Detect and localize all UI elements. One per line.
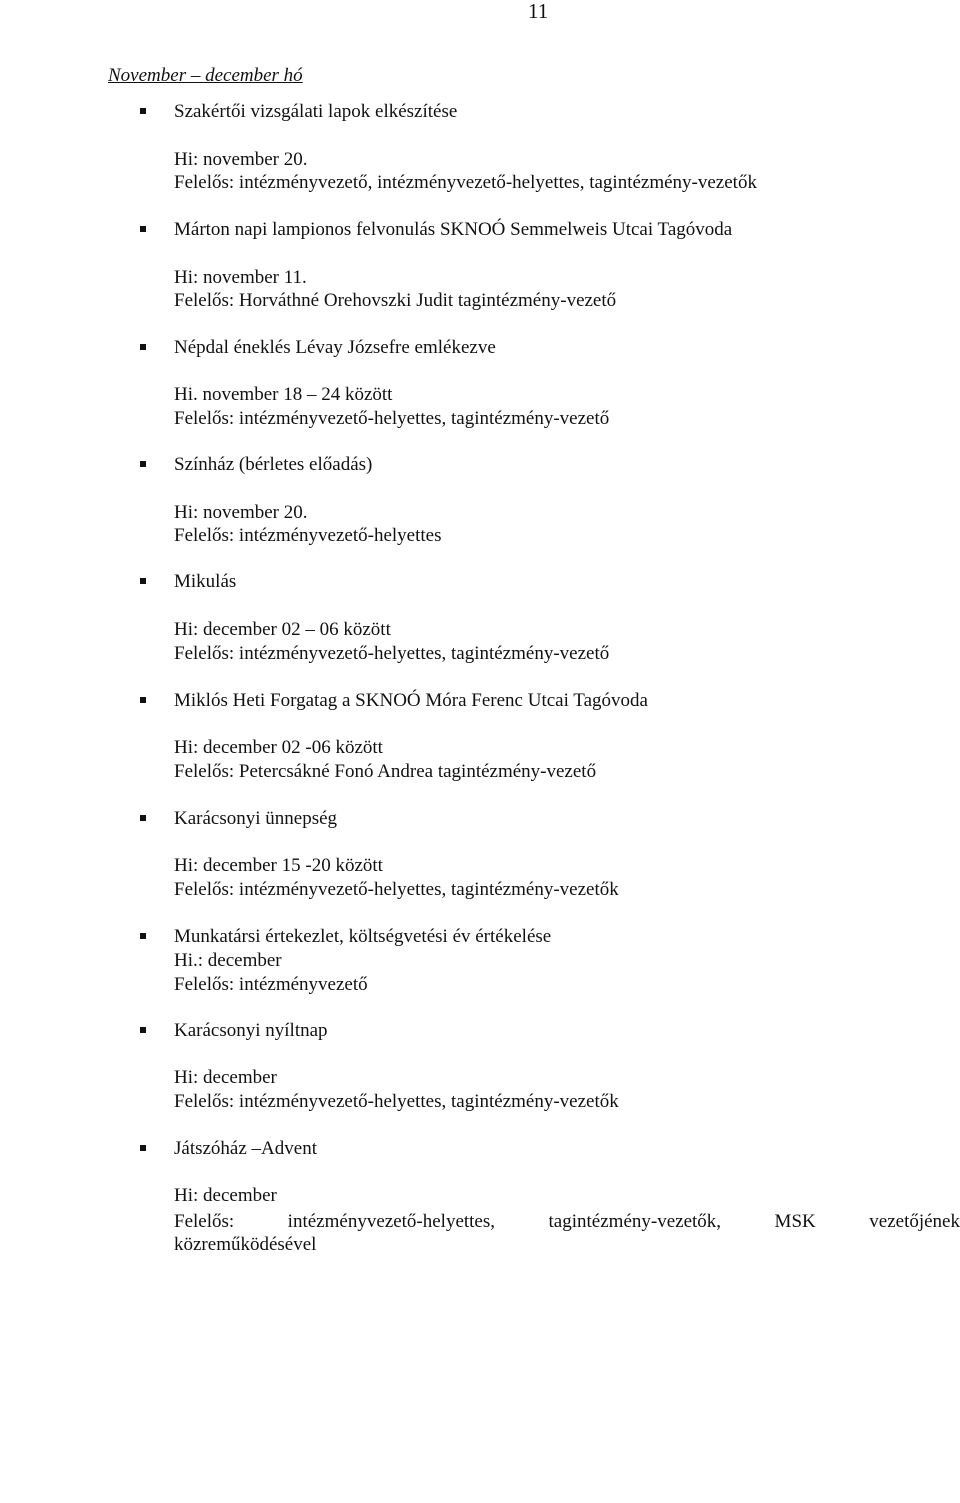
item-hi: Hi: november 11. bbox=[174, 267, 307, 288]
bullet-icon bbox=[140, 226, 146, 232]
item-hi: Hi: december 15 -20 között bbox=[174, 855, 383, 876]
bullet-icon bbox=[140, 815, 146, 821]
item-felelos: Felelős: intézményvezető-helyettes, tagintézmény-vezetők bbox=[174, 879, 619, 900]
item-title: Márton napi lampionos felvonulás SKNOÓ Semmelweis Utcai Tagóvoda bbox=[174, 219, 733, 240]
item-felelos: Felelős: Petercsákné Fonó Andrea tagintézmény-vezető bbox=[174, 761, 597, 782]
bullet-icon bbox=[140, 344, 146, 350]
item-title: Játszóház –Advent bbox=[174, 1138, 317, 1159]
bullet-icon bbox=[140, 933, 146, 939]
item-hi: Hi. november 18 – 24 között bbox=[174, 384, 393, 405]
item-hi: Hi: december 02 – 06 között bbox=[174, 619, 391, 640]
item-title: Népdal éneklés Lévay Józsefre emlékezve bbox=[174, 337, 496, 358]
item-title: Munkatársi értekezlet, költségvetési év értékelése bbox=[174, 926, 552, 947]
item-felelos: Felelős: intézményvezető-helyettes, tagintézmény-vezető bbox=[174, 643, 610, 664]
item-hi: Hi: december bbox=[174, 1185, 277, 1206]
item-hi: Hi: december bbox=[174, 1067, 277, 1088]
bullet-icon bbox=[140, 697, 146, 703]
bullet-icon bbox=[140, 461, 146, 467]
item-title: Karácsonyi ünnepség bbox=[174, 808, 338, 829]
section-heading: November – december hó bbox=[108, 65, 303, 86]
item-felelos: Felelős: intézményvezető bbox=[174, 974, 368, 995]
bullet-icon bbox=[140, 1145, 146, 1151]
item-felelos: Felelős: intézményvezető-helyettes, tagintézmény-vezetők bbox=[174, 1091, 619, 1112]
item-title: Miklós Heti Forgatag a SKNOÓ Móra Ferenc Utcai Tagóvoda bbox=[174, 690, 648, 711]
item-felelos: Felelős: intézményvezető-helyettes, tagintézmény-vezetők, MSK vezetőjének bbox=[174, 1211, 960, 1232]
item-felelos: Felelős: intézményvezető, intézményvezető-helyettes, tagintézmény-vezetők bbox=[174, 172, 757, 193]
item-title: Mikulás bbox=[174, 571, 237, 592]
item-title: Szakértői vizsgálati lapok elkészítése bbox=[174, 101, 458, 122]
item-hi: Hi: november 20. bbox=[174, 149, 308, 170]
bullet-icon bbox=[140, 108, 146, 114]
item-title: Színház (bérletes előadás) bbox=[174, 454, 373, 475]
item-felelos: Felelős: intézményvezető-helyettes bbox=[174, 525, 442, 546]
page-number: 11 bbox=[528, 0, 549, 23]
item-title: Karácsonyi nyíltnap bbox=[174, 1020, 328, 1041]
item-felelos: Felelős: intézményvezető-helyettes, tagintézmény-vezető bbox=[174, 408, 610, 429]
item-felelos-continuation: közreműködésével bbox=[174, 1234, 317, 1255]
item-hi: Hi: december 02 -06 között bbox=[174, 737, 383, 758]
bullet-icon bbox=[140, 1027, 146, 1033]
item-felelos: Felelős: Horváthné Orehovszki Judit tagintézmény-vezető bbox=[174, 290, 617, 311]
bullet-icon bbox=[140, 578, 146, 584]
item-hi: Hi: november 20. bbox=[174, 502, 308, 523]
item-hi: Hi.: december bbox=[174, 950, 282, 971]
